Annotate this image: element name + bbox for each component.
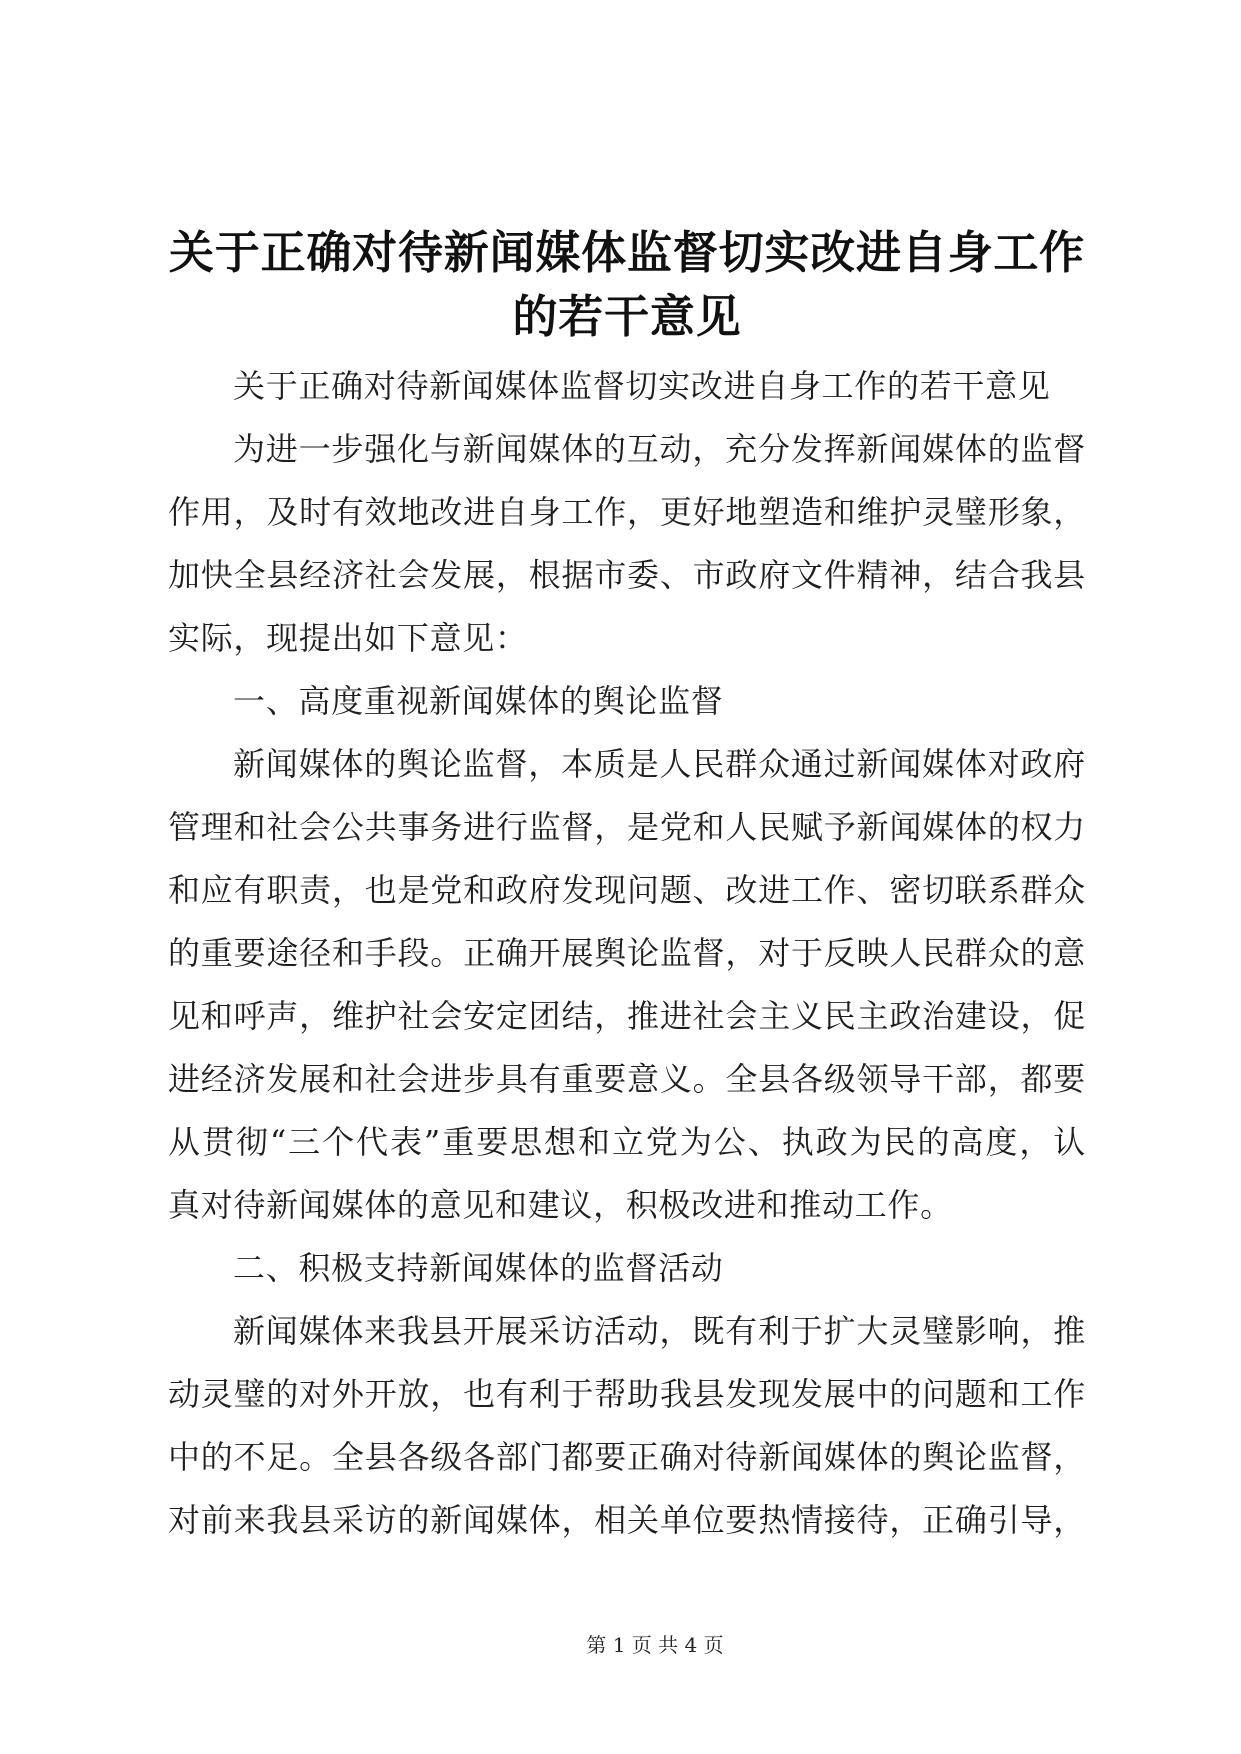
text-line: 作用，及时有效地改进自身工作，更好地塑造和维护灵璧形象， [168,493,1086,531]
text-line: 中的不足。全县各级各部门都要正确对待新闻媒体的舆论监督， [168,1438,1086,1476]
document-title [168,221,1086,349]
title-line: 关于正确对待新闻媒体监督切实改进自身工作 [168,226,1085,279]
paragraph [168,355,1086,418]
text-line: 二、积极支持新闻媒体的监督活动 [233,1249,724,1287]
text-line: 对前来我县采访的新闻媒体，相关单位要热情接待，正确引导， [168,1501,1086,1539]
paragraph [168,733,1086,1237]
text-line: 关于正确对待新闻媒体监督切实改进自身工作的若干意见 [233,367,1051,405]
section-heading [168,670,1086,733]
text-line: 真对待新闻媒体的意见和建议，积极改进和推动工作。 [168,1186,953,1224]
text-line: 见和呼声，维护社会安定团结，推进社会主义民主政治建设，促 [168,997,1086,1035]
page-footer: 第 1 页 共 4 页 [586,1633,724,1657]
text-line: 为进一步强化与新闻媒体的互动，充分发挥新闻媒体的监督 [233,430,1086,468]
paragraph [168,418,1086,670]
text-line: 新闻媒体来我县开展采访活动，既有利于扩大灵璧影响，推 [233,1312,1086,1350]
title-line: 的若干意见 [512,290,742,343]
paragraph [168,1300,1086,1552]
text-line: 从贯彻“三个代表”重要思想和立党为公、执政为民的高度，认 [168,1123,1086,1161]
text-line: 的重要途径和手段。正确开展舆论监督，对于反映人民群众的意 [168,934,1086,972]
text-line: 和应有职责，也是党和政府发现问题、改进工作、密切联系群众 [168,871,1086,909]
text-line: 加快全县经济社会发展，根据市委、市政府文件精神，结合我县 [168,556,1086,594]
text-line: 实际，现提出如下意见： [168,619,528,657]
section-heading [168,1237,1086,1300]
text-line: 一、高度重视新闻媒体的舆论监督 [233,682,724,720]
text-line: 进经济发展和社会进步具有重要意义。全县各级领导干部，都要 [168,1060,1086,1098]
text-line: 管理和社会公共事务进行监督，是党和人民赋予新闻媒体的权力 [168,808,1086,846]
text-line: 动灵璧的对外开放，也有利于帮助我县发现发展中的问题和工作 [168,1375,1086,1413]
text-line: 新闻媒体的舆论监督，本质是人民群众通过新闻媒体对政府 [233,745,1086,783]
document-body [168,355,1086,1552]
